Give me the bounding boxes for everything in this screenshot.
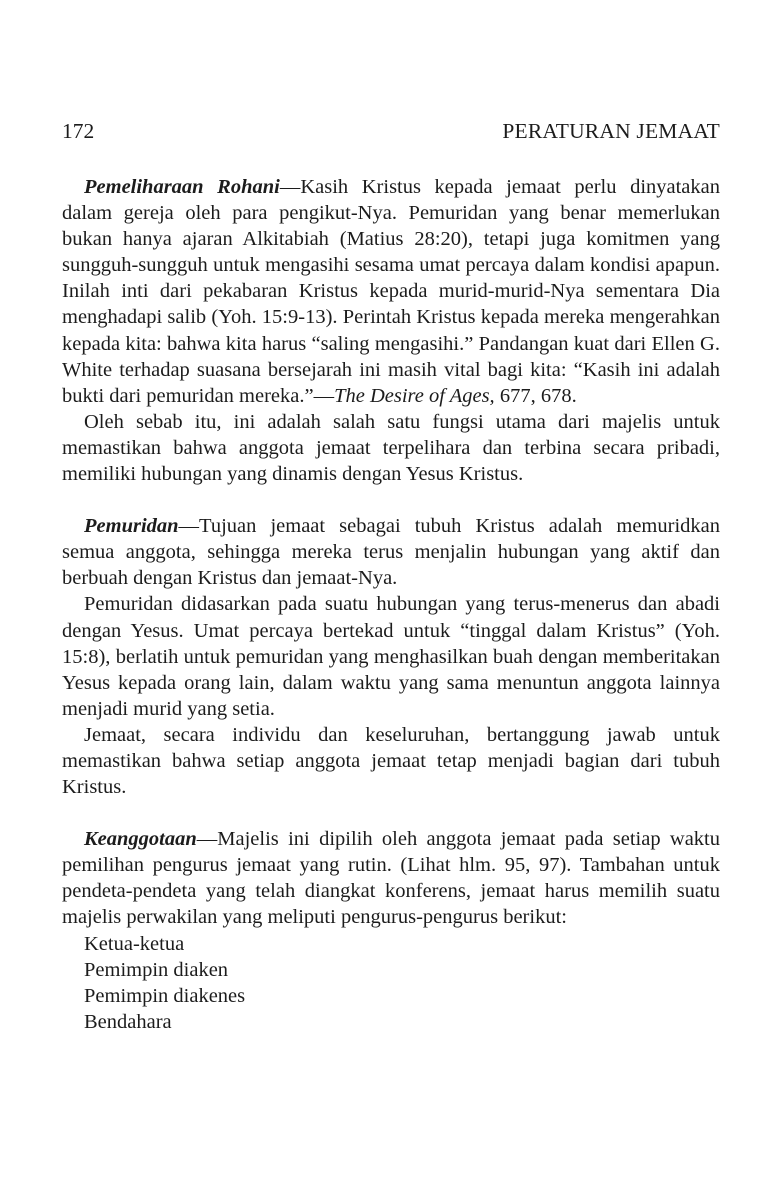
section-rohani-paragraph-1 (62, 174, 720, 409)
book-page (62, 0, 720, 1200)
section-rohani-text-a: —Kasih Kristus kepada jemaat perlu dinyatakan dalam gereja oleh para pengikut-Nya. Pemuridan yang benar memerlukan bukan hanya ajaran Alkitabiah (Matius 28:20), tetapi juga komitmen yang sungguh-sungguh untuk mengasihi sesama umat percaya dalam kondisi apapun. Inilah inti dari pekabaran Kristus kepada murid-murid-Nya sementara Dia menghadapi salib (Yoh. 15:9-13). Perintah Kristus kepada mereka mengerahkan kepada kita: bahwa kita harus “saling mengasihi.” Pandangan kuat dari Ellen G. White terhadap suasana bersejarah ini masih vital bagi kita: “Kasih ini adalah bukti dari pemuridan mereka.”— (62, 176, 721, 407)
page-number: 172 (62, 119, 95, 143)
section-gap (62, 800, 720, 826)
section-keanggotaan-heading: Keanggotaan (84, 828, 197, 851)
section-rohani-heading: Pemeliharaan Rohani (84, 176, 280, 198)
section-keanggotaan-text: —Majelis ini dipilih oleh anggota jemaat pada setiap waktu pemilihan pengurus jemaat yang rutin. (Lihat hlm. 95, 97). Tambahan untuk pendeta-pendeta yang telah diangkat konferens, jemaat harus memilih suatu majelis perwakilan yang meliputi pengurus-pengurus berikut: (62, 828, 720, 929)
section-rohani-text-b: 677, 678. (494, 384, 577, 407)
running-head (62, 117, 720, 145)
list-item: Pemimpin diakenes (84, 984, 246, 1007)
running-title: PERATURAN JEMAAT (502, 119, 720, 143)
list-item: Pemimpin diaken (84, 958, 229, 981)
list-item: Bendahara (84, 1010, 172, 1033)
section-gap (62, 487, 720, 513)
section-pemuridan-paragraph-2: Pemuridan didasarkan pada suatu hubungan yang terus-menerus dan abadi dengan Yesus. Umat percaya bertekad untuk “tinggal dalam Kristus” (Yoh. 15:8), berlatih untuk pemuridan yang menghasilkan buah dengan memberitakan Yesus kepada orang lain, dalam waktu yang sama menuntun anggota lainnya menjadi murid yang setia. (62, 593, 720, 720)
book-title-citation: The Desire of Ages, (334, 384, 495, 407)
section-pemuridan-paragraph-3: Jemaat, secara individu dan keseluruhan, bertanggung jawab untuk memastikan bahwa setiap anggota jemaat tetap menjadi bagian dari tubuh Kristus. (62, 723, 720, 799)
list-item: Ketua-ketua (84, 932, 185, 955)
officer-list (62, 931, 720, 1035)
section-rohani-paragraph-2: Oleh sebab itu, ini adalah salah satu fungsi utama dari majelis untuk memastikan bahwa anggota jemaat terpelihara dan terbina secara pribadi, memiliki hubungan yang dinamis dengan Yesus Kristus. (62, 410, 720, 486)
section-pemuridan-heading: Pemuridan (84, 515, 179, 538)
section-pemuridan-paragraph-1 (62, 513, 720, 591)
body-text (62, 174, 720, 1035)
section-keanggotaan-paragraph-1 (62, 826, 720, 930)
section-pemuridan-text: —Tujuan jemaat sebagai tubuh Kristus adalah memuridkan semua anggota, sehingga mereka terus menjalin hubungan yang aktif dan berbuah dengan Kristus dan jemaat-Nya. (62, 515, 720, 590)
